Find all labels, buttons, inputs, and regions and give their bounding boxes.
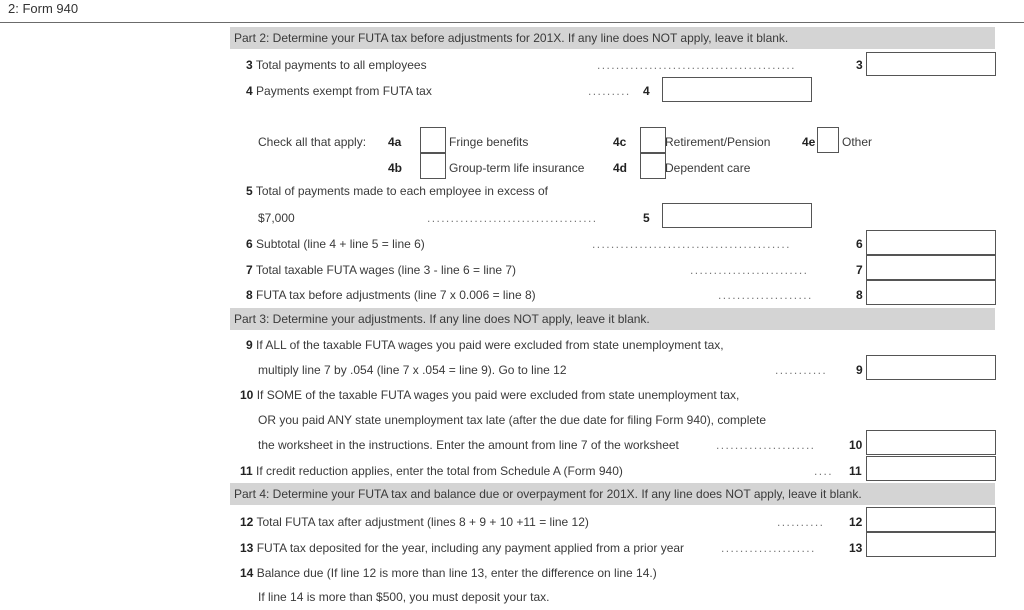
line3-leader: ..........................................: [597, 58, 796, 72]
line5-row: [246, 184, 548, 198]
check-4b-label: Group-term life insurance: [449, 161, 585, 175]
line9-row: [246, 338, 724, 352]
line5-text-cont: $7,000: [258, 211, 295, 225]
line10-box-label: 10: [849, 438, 863, 452]
line12-number: 12: [240, 515, 254, 529]
check-4a-label: Fringe benefits: [449, 135, 529, 149]
line13-row: [240, 541, 684, 555]
line5-box-label: 5: [643, 211, 650, 225]
line9-text-cont: multiply line 7 by .054 (line 7 x .054 = line 9). Go to line 12: [258, 363, 567, 377]
part2-header: [230, 27, 995, 49]
line6-text: Subtotal (line 4 + line 5 = line 6): [256, 237, 425, 251]
line10-number: 10: [240, 388, 254, 402]
line10-text: If SOME of the taxable FUTA wages you paid were excluded from state unemployment tax,: [256, 388, 740, 402]
line7-number: 7: [246, 263, 253, 277]
line4-input[interactable]: [662, 77, 812, 102]
part4-header: [230, 483, 995, 505]
page-title: 2: Form 940: [8, 1, 79, 16]
line12-row: [240, 515, 589, 529]
line6-box-label: 6: [856, 237, 863, 251]
check-4e-label: Other: [842, 135, 873, 149]
line6-number: 6: [246, 237, 253, 251]
part4-header-text: Part 4: Determine your FUTA tax and balance due or overpayment for 201X. If any line does NOT apply, leave it blank.: [234, 487, 862, 501]
line14-number: 14: [240, 566, 254, 580]
line8-number: 8: [246, 288, 253, 302]
check-4e-code: 4e: [802, 135, 816, 149]
checkbox-4d-dependent-care[interactable]: [640, 153, 666, 179]
title-divider: [0, 22, 1024, 23]
line3-row: [246, 58, 427, 72]
line12-box-label: 12: [849, 515, 863, 529]
check-all-label: Check all that apply:: [258, 135, 367, 149]
part3-header-text: Part 3: Determine your adjustments. If any line does NOT apply, leave it blank.: [234, 312, 650, 326]
line12-text: Total FUTA tax after adjustment (lines 8 + 9 + 10 +11 = line 12): [256, 515, 589, 529]
line10-input[interactable]: [866, 430, 996, 455]
line4-text: Payments exempt from FUTA tax: [256, 84, 432, 98]
line3-input[interactable]: [866, 52, 996, 76]
line13-number: 13: [240, 541, 254, 555]
checkbox-4b-group-term-life[interactable]: [420, 153, 446, 179]
line6-input[interactable]: [866, 230, 996, 255]
line8-input[interactable]: [866, 280, 996, 305]
line11-text: If credit reduction applies, enter the total from Schedule A (Form 940): [256, 464, 623, 478]
line7-text: Total taxable FUTA wages (line 3 - line 6 = line 7): [255, 263, 517, 277]
checkbox-4c-retirement-pension[interactable]: [640, 127, 666, 153]
line3-box-label: 3: [856, 58, 863, 72]
line12-input[interactable]: [866, 507, 996, 532]
line9-box-label: 9: [856, 363, 863, 377]
line13-text: FUTA tax deposited for the year, including any payment applied from a prior year: [256, 541, 685, 555]
line8-row: [246, 288, 536, 302]
checkbox-4a-fringe-benefits[interactable]: [420, 127, 446, 153]
line14-text: Balance due (If line 12 is more than line 13, enter the difference on line 14.): [256, 566, 657, 580]
check-4b-code: 4b: [388, 161, 403, 175]
line10-text-cont: OR you paid ANY state unemployment tax late (after the due date for filing Form 940), complete: [258, 413, 767, 427]
line11-leader: ....: [814, 464, 833, 478]
line6-leader: ..........................................: [592, 237, 791, 251]
line8-text: FUTA tax before adjustments (line 7 x 0.006 = line 8): [256, 288, 536, 302]
line10-text-cont2: the worksheet in the instructions. Enter the amount from line 7 of the worksheet: [258, 438, 679, 452]
line4-row: [246, 84, 432, 98]
line11-number: 11: [240, 464, 253, 478]
line11-input[interactable]: [866, 456, 996, 481]
line13-input[interactable]: [866, 532, 996, 557]
line4-box-label: 4: [643, 84, 650, 98]
check-4a-code: 4a: [388, 135, 402, 149]
line6-row: [246, 237, 425, 251]
line13-leader: ....................: [721, 541, 816, 555]
line14-row: [240, 566, 657, 580]
line9-leader: ...........: [775, 363, 828, 377]
line8-box-label: 8: [856, 288, 863, 302]
checkbox-4e-other[interactable]: [817, 127, 839, 153]
line8-leader: ....................: [718, 288, 813, 302]
line13-box-label: 13: [849, 541, 863, 555]
line10-row: [240, 388, 739, 402]
line7-row: [246, 263, 516, 277]
line5-leader: ....................................: [427, 211, 598, 225]
line3-number: 3: [246, 58, 253, 72]
check-4c-code: 4c: [613, 135, 627, 149]
check-4c-label: Retirement/Pension: [665, 135, 771, 149]
line5-text: Total of payments made to each employee in excess of: [255, 184, 548, 198]
line7-box-label: 7: [856, 263, 863, 277]
line7-input[interactable]: [866, 255, 996, 280]
line3-text: Total payments to all employees: [255, 58, 427, 72]
line5-input[interactable]: [662, 203, 812, 228]
line11-row: [240, 464, 623, 478]
line4-leader: .........: [588, 84, 631, 98]
check-4d-label: Dependent care: [665, 161, 751, 175]
line10-leader: .....................: [716, 438, 816, 452]
line7-leader: .........................: [690, 263, 809, 277]
line12-leader: ..........: [777, 515, 825, 529]
line4-number: 4: [246, 84, 253, 98]
line9-number: 9: [246, 338, 253, 352]
line14-text-cont: If line 14 is more than $500, you must deposit your tax.: [258, 590, 550, 604]
check-4d-code: 4d: [613, 161, 628, 175]
part2-header-text: Part 2: Determine your FUTA tax before adjustments for 201X. If any line does NOT apply, leave it blank.: [234, 31, 789, 45]
line11-box-label: 11: [849, 464, 862, 478]
part3-header: [230, 308, 995, 330]
line9-text: If ALL of the taxable FUTA wages you paid were excluded from state unemployment tax,: [256, 338, 724, 352]
line9-input[interactable]: [866, 355, 996, 380]
line5-number: 5: [246, 184, 253, 198]
